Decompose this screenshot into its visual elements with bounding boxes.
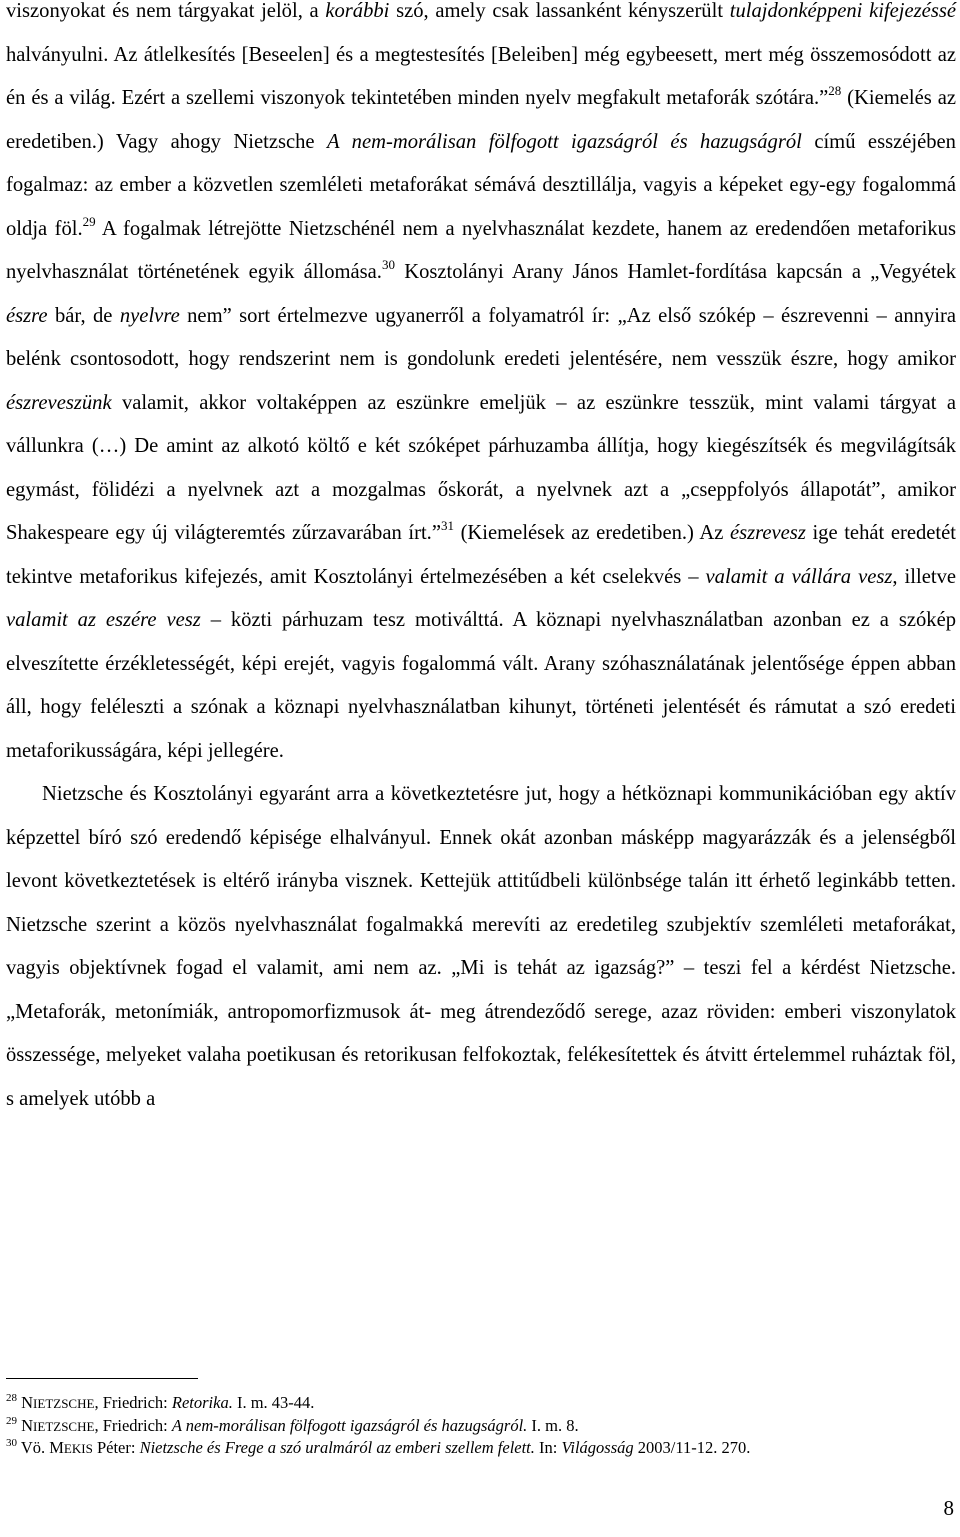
text-run: (Kiemelések az eredetiben.) Az <box>453 522 730 544</box>
text-run: In: <box>534 1438 562 1457</box>
text-run: szó, amely csak lassanként kényszerült <box>389 0 730 22</box>
text-run: halványulni. Az átlelkesítés [Beseelen] és a megtestesítés [Beleiben] még egybeesett, mert még összemosódott az én és a világ. Ezért a szellemi viszonyok tekintetében minden nyelv megfakult metaforák szótára.” <box>6 43 956 109</box>
italic-text: Retorika. <box>171 1393 233 1412</box>
text-run: N <box>17 1393 34 1412</box>
text-run: , Friedrich: <box>94 1415 172 1435</box>
text-run: Péter: <box>92 1438 140 1457</box>
text-run: , illetve <box>892 565 957 588</box>
footnote-29 <box>6 1415 956 1438</box>
text-run: , Friedrich: <box>94 1393 172 1412</box>
italic-text: nyelvre <box>119 304 180 327</box>
text-run: Vö. M <box>17 1438 64 1457</box>
body-paragraph-2 <box>6 773 956 1121</box>
italic-text: tulajdonképpeni kifejezéssé <box>729 0 956 22</box>
text-run: I. m. 43-44. <box>232 1393 315 1412</box>
footnote-ref: 28 <box>6 1392 17 1404</box>
italic-text: észre <box>6 304 48 327</box>
footnote-30 <box>6 1437 956 1460</box>
footnote-28 <box>6 1392 956 1415</box>
text-run: bár, de <box>47 304 120 327</box>
page-number: 8 <box>943 1496 954 1520</box>
text-run: ige tehát eredetét tekintve metaforikus kifejezés, amit Kosztolányi értelmezésében a két cselekvés – <box>6 522 956 588</box>
document-page <box>6 0 956 1121</box>
small-caps-text: IETZSCHE <box>33 1396 95 1411</box>
italic-text: A nem-morálisan fölfogott igazságról és hazugságról <box>327 130 802 153</box>
small-caps-text: IETZSCHE <box>33 1418 95 1434</box>
text-run: I. m. 8. <box>527 1415 579 1435</box>
text-run: viszonyokat és nem tárgyakat jelöl, a <box>6 0 326 22</box>
text-run: – közti párhuzam tesz motiválttá. A köznapi nyelvhasználatban azonban ez a szókép elveszítette érzékletességét, képi erejét, vagyis fogalommá vált. Arany szóhasználatának jelentősége éppen abban áll, hogy feléleszti a szónak a köznapi nyelvhasználatban kihunyt, történeti jelentését és rámutat a szó eredeti metaforikusságára, képi jellegére. <box>6 609 957 762</box>
text-run: 2003/11-12. 270. <box>633 1438 751 1457</box>
italic-text: észrevesz <box>729 522 806 544</box>
italic-text: valamit az eszére vesz <box>6 609 201 631</box>
italic-text: valamit a vállára vesz <box>705 565 893 588</box>
text-run: (Kiemelés az eredetiben.) Vagy ahogy Nietzsche <box>6 87 956 153</box>
text-run: valamit, akkor voltaképpen az eszünkre emeljük – az eszünkre tesszük, mint valami tárgyat a vállunkra (…) De amint az alkotó költő e két szóképet párhuzamba állítja, hogy kiegészítsék és megvilágítsák egymást, fölidézi a nyelvnek azt a mozgalmas őskorát, a nyelvnek azt a „cseppfolyós állapotát”, amikor Shakespeare egy új világteremtés zűrzavarában írt.” <box>6 391 956 544</box>
text-run: Kosztolányi Arany János Hamlet-fordítása kapcsán a „Vegyétek <box>394 261 956 283</box>
footnotes <box>6 1392 956 1460</box>
body-paragraph-1 <box>6 0 956 773</box>
footnote-separator <box>6 1378 198 1379</box>
footnote-ref: 29 <box>82 213 96 229</box>
text-run: című esszéjében fogalmaz: az ember a közvetlen szemléleti metaforákat sémává desztillálja, vagyis a képeket egy-egy fogalommá oldja föl. <box>6 130 956 240</box>
text-run: N <box>17 1415 34 1435</box>
italic-text: észreveszünk <box>6 391 112 414</box>
text-run: nem” sort értelmezve ugyanerről a folyamatról ír: „Az első szókép – észrevenni – annyira belénk csontosodott, hogy rendszerint nem is gondolunk eredeti jelentésére, nem vesszük észre, hogy amikor <box>6 304 956 370</box>
footnote-ref: 31 <box>440 518 454 533</box>
footnote-ref: 28 <box>828 83 842 98</box>
italic-text: korábbi <box>325 0 390 22</box>
text-run: A fogalmak létrejötte Nietzschénél nem a nyelvhasználat kezdete, hanem az eredendően metaforikus nyelvhasználat történetének egyik állomása. <box>6 217 956 283</box>
italic-text: A nem-morálisan fölfogott igazságról és hazugságról. <box>171 1415 528 1435</box>
footnote-ref: 30 <box>6 1437 17 1449</box>
small-caps-text: EKIS <box>63 1441 93 1456</box>
footnote-ref: 30 <box>381 257 395 272</box>
italic-text: Világosság <box>561 1438 634 1457</box>
text-run: Nietzsche és Kosztolányi egyaránt arra a következtetésre jut, hogy a hétköznapi kommunikációban egy aktív képzettel bíró szó eredendő képisége elhalványul. Ennek okát azonban másképp magyarázzák és a jelenségből levont következtetések is eltérő irányba visznek. Kettejük attitűdbeli különbsége talán itt érhető leginkább tetten. Nietzsche szerint a közös nyelvhasználat fogalmakká merevíti az eredetileg szubjektív szemléleti metaforákat, vagyis objektívnek fogad el valamit, ami nem az. „Mi is tehát az igazság?” – teszi fel a kérdést Nietzsche. „Metaforák, metonímiák, antropomorfizmusok át- meg átrendeződő serege, azaz röviden: emberi viszonylatok összessége, melyeket valaha poetikusan és retorikusan felfokoztak, felékesítettek és átvitt értelemmel ruháztak föl, s amelyek utóbb a <box>6 783 956 1110</box>
italic-text: Nietzsche és Frege a szó uralmáról az emberi szellem felett. <box>139 1438 535 1457</box>
footnote-ref: 29 <box>6 1414 17 1427</box>
